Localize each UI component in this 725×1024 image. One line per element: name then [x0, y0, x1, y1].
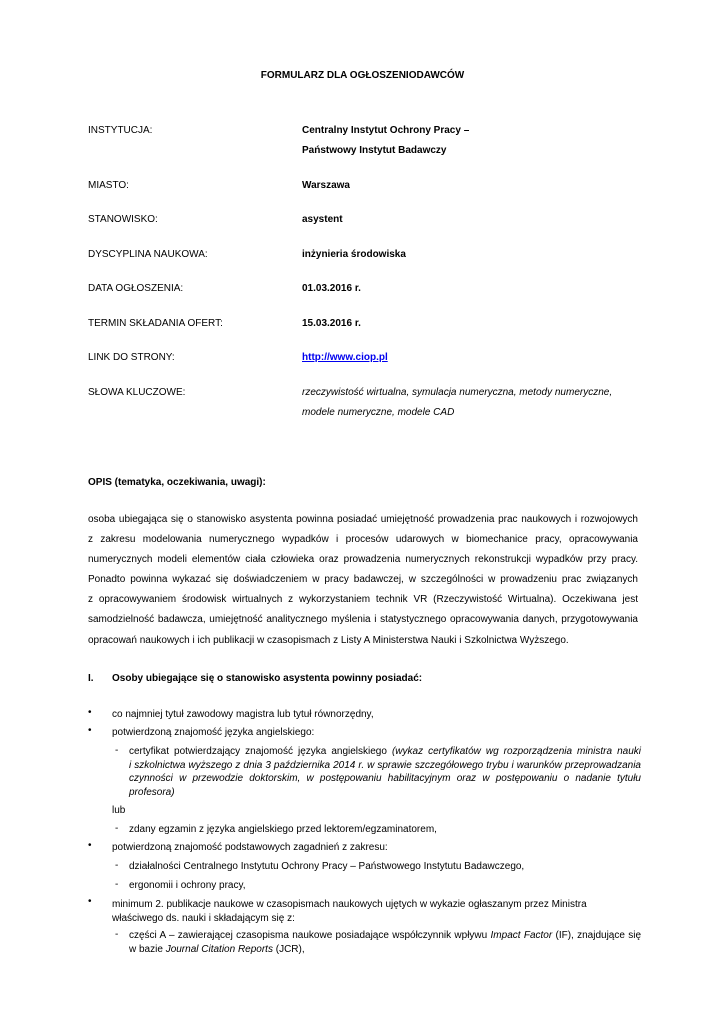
req-exam: zdany egzamin z języka angielskiego przed lektorem/egzaminatorem, — [129, 824, 437, 835]
part-a-italic: Impact Factor — [490, 930, 553, 941]
field-label-dyscyplina: DYSCYPLINA NAUKOWA: — [88, 249, 208, 260]
dash-icon: - — [115, 929, 119, 940]
req-part-a — [129, 929, 641, 956]
dash-icon: - — [115, 745, 119, 756]
cert-italic: (wykaz certyfikatów wg rozporządzenia ministra nauki — [391, 746, 641, 757]
field-label-link: LINK DO STRONY: — [88, 352, 175, 363]
cert-italic: i szkolnictwa wyższego z dnia 3 października 2014 r. w sprawie szczegółowego trybu i warunków przeprowadzania — [129, 759, 641, 771]
opis-line: opracowań naukowych i ich publikacji w czasopismach z Listy A Ministerstwa Nauki i Szkolnictwa Wyższego. — [88, 634, 569, 646]
field-value-keywords-line2: modele numeryczne, modele CAD — [302, 407, 455, 418]
bullet-icon: • — [88, 707, 92, 718]
bullet-icon: • — [88, 840, 92, 851]
field-value-data-ogloszenia: 01.03.2016 r. — [302, 283, 361, 294]
field-label-instytucja: INSTYTUCJA: — [88, 125, 153, 136]
field-value-dyscyplina: inżynieria środowiska — [302, 249, 406, 260]
opis-paragraph — [88, 510, 638, 651]
lub-text: lub — [112, 805, 126, 816]
dash-icon: - — [115, 823, 119, 834]
field-label-stanowisko: STANOWISKO: — [88, 214, 158, 225]
section-title: Osoby ubiegające się o stanowisko asystenta powinny posiadać: — [112, 673, 423, 684]
part-a-text: części A – zawierającej czasopisma naukowe posiadające współczynnik wpływu — [129, 930, 488, 941]
req-english: potwierdzoną znajomość języka angielskiego: — [112, 727, 315, 738]
dash-icon: - — [115, 860, 119, 871]
cert-italic: profesora) — [129, 786, 175, 798]
req-knowledge: potwierdzoną znajomość podstawowych zagadnień z zakresu: — [112, 842, 388, 853]
section-number: I. — [88, 673, 94, 684]
req-knowledge-ciop: działalności Centralnego Instytutu Ochrony Pracy – Państwowego Instytutu Badawczego, — [129, 861, 525, 872]
opis-line: z opracowywaniem środowisk wirtualnych z wykorzystaniem technik VR (Rzeczywistość Wirtualna). Oczekiwana jest — [88, 594, 638, 606]
dash-icon: - — [115, 879, 119, 890]
cert-italic: czynności w przewodzie doktorskim, w postępowaniu habilitacyjnym oraz w postępowaniu o nadanie tytułu — [129, 773, 641, 785]
part-a-text: (JCR), — [275, 943, 305, 955]
field-label-miasto: MIASTO: — [88, 180, 129, 191]
field-value-miasto: Warszawa — [302, 180, 350, 191]
req-publications-line: minimum 2. publikacje naukowe w czasopismach naukowych ujętych w wykazie ogłaszanym przez Ministra — [112, 899, 587, 910]
field-label-termin: TERMIN SKŁADANIA OFERT: — [88, 318, 223, 329]
opis-line: Ponadto powinna wykazać się doświadczeniem w pracy badawczej, w szczególności w prowadzeniu prac związanych — [88, 574, 638, 586]
website-link[interactable]: http://www.ciop.pl — [302, 352, 388, 363]
field-value-instytucja-line2: Państwowy Instytut Badawczy — [302, 145, 447, 156]
field-value-stanowisko: asystent — [302, 214, 343, 225]
field-label-data-ogloszenia: DATA OGŁOSZENIA: — [88, 283, 184, 294]
opis-line: osoba ubiegająca się o stanowisko asystenta powinna posiadać umiejętność prowadzenia prac naukowych i rozwojowych — [88, 514, 638, 525]
req-certificate — [129, 745, 641, 799]
req-publications-line: właściwego ds. nauki i składającym się z: — [112, 912, 295, 924]
opis-heading: OPIS (tematyka, oczekiwania, uwagi): — [88, 477, 266, 488]
field-value-keywords-line1: rzeczywistość wirtualna, symulacja numeryczna, metody numeryczne, — [302, 387, 613, 398]
bullet-icon: • — [88, 896, 92, 907]
req-publications — [112, 898, 642, 925]
part-a-text: w bazie — [129, 943, 163, 955]
opis-line: samodzielność badawcza, umiejętność analitycznego myślenia i statystycznego opracowywania danych, przygotowywania — [88, 614, 638, 626]
opis-line: z zakresu modelowania numerycznego wypadków i procesów udarowych w biomechanice pracy, opracowywania — [88, 534, 638, 546]
opis-line: numerycznych modeli elementów ciała człowieka oraz prowadzenia numerycznych rekonstrukcji wypadków przy pracy. — [88, 554, 638, 566]
part-a-text: (IF), znajdujące się — [555, 930, 642, 941]
field-value-instytucja-line1: Centralny Instytut Ochrony Pracy – — [302, 125, 470, 136]
bullet-icon: • — [88, 725, 92, 736]
field-label-slowa-kluczowe: SŁOWA KLUCZOWE: — [88, 387, 186, 398]
req-degree: co najmniej tytuł zawodowy magistra lub tytuł równorzędny, — [112, 709, 374, 720]
field-value-termin: 15.03.2016 r. — [302, 318, 361, 329]
req-knowledge-ergonomics: ergonomii i ochrony pracy, — [129, 880, 246, 891]
page-title: FORMULARZ DLA OGŁOSZENIODAWCÓW — [260, 70, 465, 81]
part-a-italic: Journal Citation Reports — [165, 943, 273, 955]
cert-prefix: certyfikat potwierdzający znajomość języka angielskiego — [129, 746, 387, 757]
